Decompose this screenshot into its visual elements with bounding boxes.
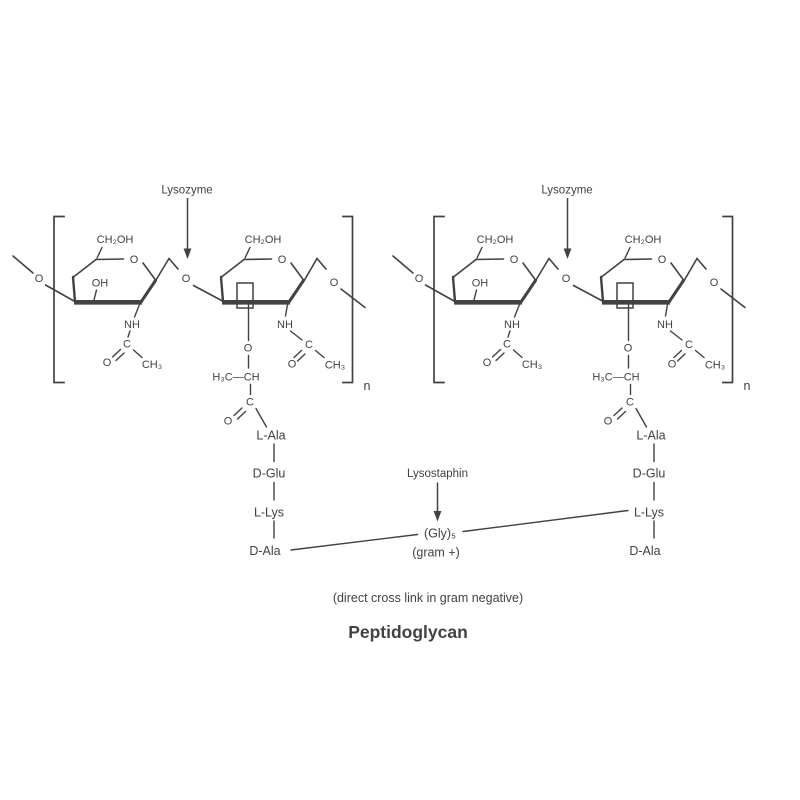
double-bond-line — [116, 353, 124, 361]
double-bond-line — [674, 351, 682, 358]
carbonyl-carbon-label: C — [246, 396, 254, 409]
carbonyl-carbon-label: C — [503, 338, 511, 351]
glycan-backbone — [13, 256, 365, 308]
bond-line — [574, 286, 603, 302]
ring-edge — [96, 259, 124, 260]
ring-edge — [671, 263, 684, 280]
lactyl-ch-label: H₃C—CH — [592, 371, 640, 384]
residue-d-ala: D-Ala — [629, 544, 661, 558]
double-bond-line — [496, 353, 504, 361]
repeat-count-label: n — [363, 379, 371, 393]
glycosidic-oxygen-label: O — [561, 273, 571, 285]
lysozyme-label: Lysozyme — [541, 184, 593, 197]
residue-d-ala: D-Ala — [249, 544, 281, 558]
nam-ring — [601, 234, 684, 308]
ring-edge — [244, 259, 272, 260]
residue-d-glu: D-Glu — [632, 466, 666, 481]
lysozyme-callout — [541, 185, 592, 260]
nag-acetamido-group — [103, 305, 162, 372]
residue-l-ala: L-Ala — [636, 428, 666, 443]
repeat-unit-right — [393, 185, 751, 559]
terminal-oxygen-label: O — [329, 277, 339, 289]
lysostaphin-callout — [407, 468, 468, 522]
methyl-label: CH₃ — [141, 359, 163, 371]
bracket-right — [723, 217, 733, 383]
ether-oxygen-label: O — [623, 342, 633, 355]
carbonyl-oxygen-label: O — [223, 415, 233, 428]
hydroxymethyl-label: CH₂OH — [96, 234, 134, 246]
carbonyl-carbon-label: C — [305, 339, 313, 351]
nag-ring — [73, 234, 156, 302]
nam-acetamido-group — [277, 305, 345, 372]
ring-edge — [143, 263, 156, 280]
lactyl-group — [592, 303, 646, 428]
carbonyl-oxygen-label: O — [667, 358, 677, 371]
methyl-label: CH₃ — [521, 359, 543, 371]
residue-d-glu: D-Glu — [252, 466, 286, 481]
cross-link-note: (direct cross link in gram negative) — [332, 591, 524, 605]
bond-line — [549, 259, 558, 270]
amide-nh-label: NH — [277, 319, 293, 331]
bond-line — [156, 259, 169, 281]
carbonyl-oxygen-label: O — [482, 357, 492, 369]
ring-edge — [602, 260, 625, 278]
methyl-label: CH₃ — [324, 359, 346, 372]
bond-line — [13, 256, 33, 273]
bond-line — [393, 256, 413, 273]
carbonyl-oxygen-label: O — [603, 415, 613, 428]
bond-line — [316, 351, 325, 358]
nam-acetamido-group — [657, 305, 725, 372]
double-bond-line — [234, 408, 242, 416]
bracket-left — [54, 217, 64, 383]
hydroxyl-label: OH — [471, 277, 489, 290]
double-bond-line — [493, 350, 501, 358]
carbonyl-carbon-label: C — [626, 396, 634, 409]
diagram-title: Peptidoglycan — [348, 622, 468, 642]
bond-line — [671, 331, 683, 340]
crosslink-line-left — [291, 535, 418, 551]
ring-edge — [624, 259, 652, 260]
bond-line — [291, 331, 303, 340]
ether-oxygen-label: O — [243, 342, 253, 355]
peptide-chain — [629, 429, 665, 559]
terminal-oxygen-label: O — [414, 273, 424, 285]
glycosidic-oxygen-label: O — [181, 273, 191, 285]
ring-edge — [601, 277, 603, 302]
bond-line — [696, 351, 705, 358]
bond-line — [305, 259, 318, 281]
glycan-backbone — [393, 256, 745, 308]
repeat-unit — [13, 185, 371, 559]
bond-line — [94, 290, 97, 300]
bond-line — [666, 305, 668, 317]
bond-line — [97, 248, 102, 259]
ring-oxygen-label: O — [509, 254, 519, 266]
bond-line — [636, 409, 647, 428]
bond-line — [46, 285, 75, 301]
amide-nh-label: NH — [504, 319, 520, 331]
nag-ring — [453, 234, 536, 302]
double-bond-line — [678, 354, 686, 361]
bond-line — [245, 248, 250, 259]
ring-edge-wedge — [141, 281, 156, 303]
bond-line — [134, 350, 143, 358]
bond-line — [536, 259, 549, 281]
double-bond-line — [113, 350, 121, 358]
bond-line — [286, 305, 288, 317]
ring-oxygen-label: O — [277, 254, 287, 266]
gram-positive-label: (gram +) — [412, 545, 460, 560]
bond-line — [515, 305, 520, 318]
lactyl-ch-label: H₃C—CH — [212, 371, 260, 384]
hydroxymethyl-label: CH₂OH — [244, 234, 282, 246]
methyl-label: CH₃ — [704, 359, 726, 372]
bond-line — [625, 248, 630, 259]
bond-line — [135, 305, 140, 318]
double-bond-line — [298, 354, 306, 361]
ring-oxygen-label: O — [129, 254, 139, 266]
ring-edge — [221, 277, 223, 302]
bond-line — [128, 331, 130, 337]
bond-line — [685, 259, 698, 281]
bond-line — [194, 286, 223, 302]
cross-bridge — [291, 468, 628, 560]
double-bond-line — [618, 412, 626, 420]
bond-line — [169, 259, 178, 270]
bracket-right — [343, 217, 353, 383]
ring-edge — [476, 259, 504, 260]
residue-l-lys: L-Lys — [253, 505, 285, 520]
bond-line — [474, 290, 477, 300]
ring-edge-wedge — [289, 281, 304, 303]
bond-line — [697, 259, 706, 270]
lactyl-group — [212, 303, 266, 428]
hydroxymethyl-label: CH₂OH — [476, 234, 514, 246]
ring-edge — [453, 277, 455, 302]
carbonyl-oxygen-label: O — [102, 357, 112, 369]
bond-line — [426, 285, 455, 301]
hydroxyl-label: OH — [91, 277, 109, 290]
ring-edge — [74, 260, 97, 278]
bracket-left — [434, 217, 444, 383]
bond-line — [256, 409, 267, 428]
ring-edge — [291, 263, 304, 280]
ring-edge — [222, 260, 245, 278]
amide-nh-label: NH — [124, 319, 140, 331]
amide-nh-label: NH — [657, 319, 673, 331]
repeat-count-label: n — [743, 379, 751, 393]
carbonyl-oxygen-label: O — [287, 358, 297, 371]
nam-ring — [221, 234, 304, 308]
ring-edge-wedge — [521, 281, 536, 303]
residue-l-ala: L-Ala — [256, 428, 286, 443]
bond-line — [514, 350, 523, 358]
terminal-oxygen-label: O — [709, 277, 719, 289]
lysostaphin-arrowhead-icon — [434, 511, 442, 522]
double-bond-line — [294, 351, 302, 358]
bond-line — [477, 248, 482, 259]
bond-line — [317, 259, 326, 270]
peptide-chain — [249, 429, 285, 559]
ring-edge-wedge — [669, 281, 684, 303]
ring-oxygen-label: O — [657, 254, 667, 266]
ring-edge — [73, 277, 75, 302]
lysozyme-arrowhead-icon — [184, 249, 192, 260]
double-bond-line — [238, 412, 246, 420]
double-bond-line — [614, 408, 622, 416]
residue-l-lys: L-Lys — [633, 505, 665, 520]
carbonyl-carbon-label: C — [685, 339, 693, 351]
nag-acetamido-group — [483, 305, 542, 372]
carbonyl-carbon-label: C — [123, 338, 131, 351]
lysozyme-callout — [161, 185, 212, 260]
terminal-oxygen-label: O — [34, 273, 44, 285]
bond-line — [508, 331, 510, 337]
lysozyme-arrowhead-icon — [564, 249, 572, 260]
lysostaphin-label: Lysostaphin — [407, 468, 468, 480]
crosslink-line-right — [463, 511, 628, 532]
hydroxymethyl-label: CH₂OH — [624, 234, 662, 246]
ring-edge — [523, 263, 536, 280]
glycine-bridge-label: (Gly)₅ — [423, 526, 457, 541]
ring-edge — [454, 260, 477, 278]
lysozyme-label: Lysozyme — [161, 184, 213, 197]
